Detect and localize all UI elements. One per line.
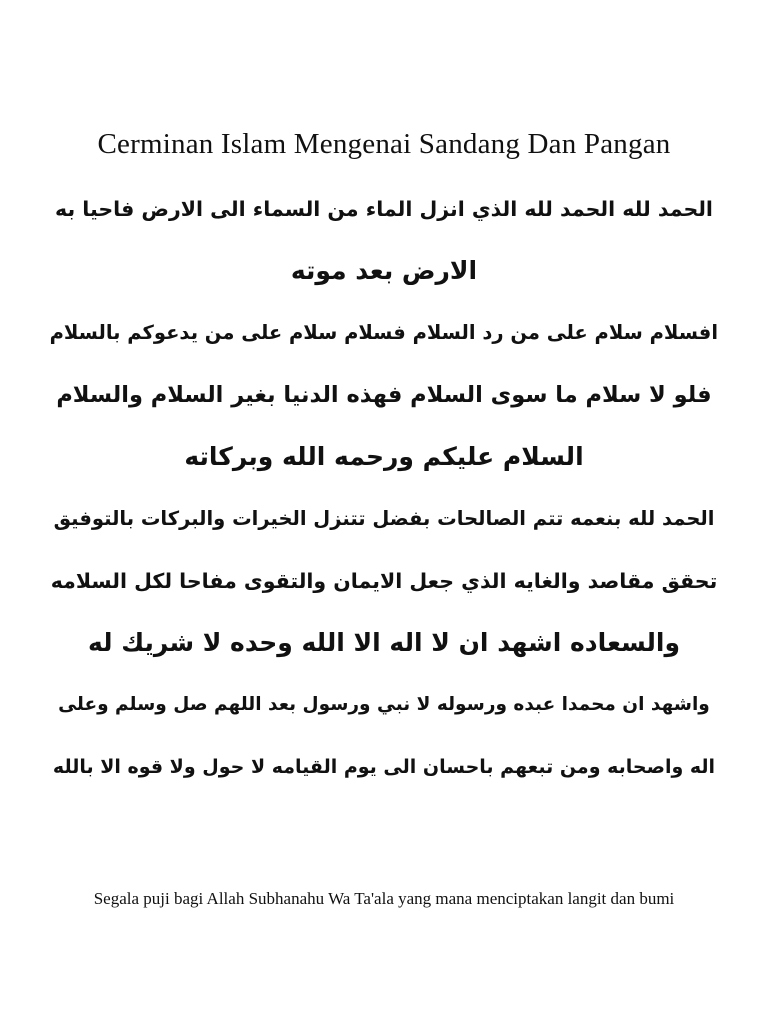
- arabic-line-6: الحمد لله بنعمه تتم الصالحات بفضل تتنزل الخيرات والبركات بالتوفيق: [53, 507, 715, 530]
- arabic-line-8: والسعاده اشهد ان لا اله الا الله وحده لا شريك له: [87, 628, 681, 657]
- arabic-line-2: الارض بعد موته: [290, 256, 478, 285]
- translation-footer: Segala puji bagi Allah Subhanahu Wa Ta'ala yang mana menciptakan langit dan bumi: [93, 889, 675, 908]
- arabic-line-10: اله واصحابه ومن تبعهم باحسان الى يوم القيامه لا حول ولا قوه الا بالله: [52, 756, 716, 778]
- arabic-line-5: السلام عليكم ورحمه الله وبركاته: [184, 442, 584, 471]
- document-title: Cerminan Islam Mengenai Sandang Dan Pangan: [97, 128, 671, 160]
- arabic-line-4: فلو لا سلام ما سوى السلام فهذه الدنيا بغير السلام والسلام: [56, 382, 712, 408]
- arabic-line-1: الحمد لله الحمد لله الذي انزل الماء من السماء الى الارض فاحيا به: [55, 197, 713, 221]
- arabic-line-3: افسلام سلام على من رد السلام فسلام سلام على من يدعوكم بالسلام: [49, 321, 718, 344]
- arabic-text-block: [50, 178, 718, 798]
- arabic-line-9: واشهد ان محمدا عبده ورسوله لا نبي ورسول بعد اللهم صل وسلم وعلى: [58, 694, 710, 715]
- arabic-line-7: تحقق مقاصد والغايه الذي جعل الايمان والتقوى مفاحا لكل السلامه: [50, 569, 718, 593]
